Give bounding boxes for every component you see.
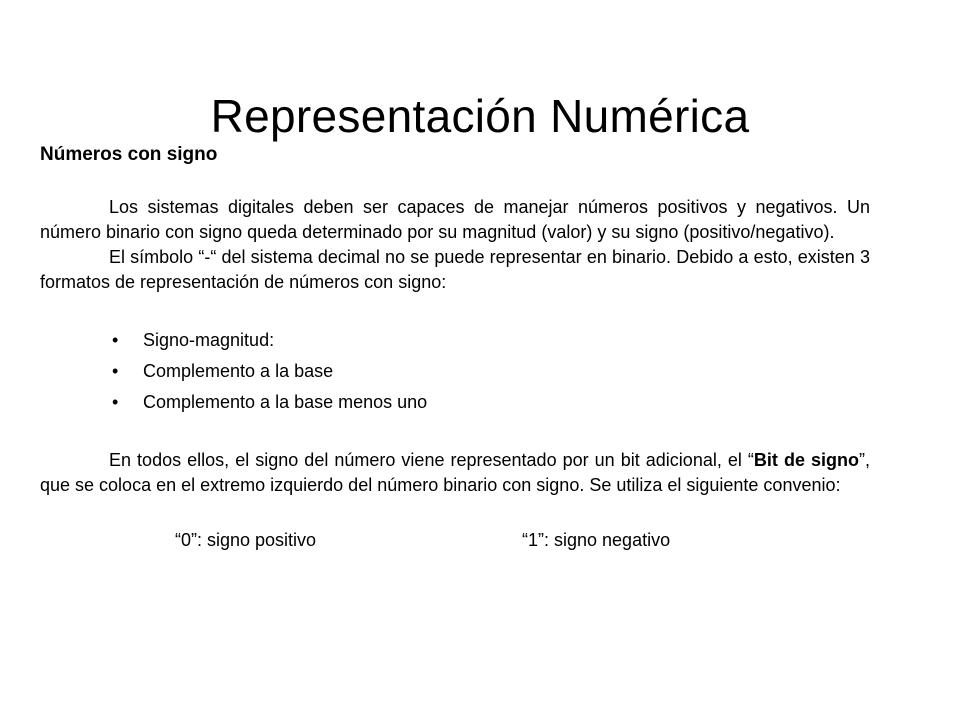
formats-list xyxy=(40,325,870,418)
symbol-paragraph: El símbolo “-“ del sistema decimal no se puede representar en binario. Debido a esto, existen 3 formatos de representación de números con signo: xyxy=(40,247,870,292)
list-item-label: Signo-magnitud: xyxy=(143,330,275,350)
list-item-label: Complemento a la base menos uno xyxy=(143,392,428,412)
bullet-icon: • xyxy=(112,330,119,350)
convention-row xyxy=(40,528,870,558)
sign-bit-text-before: En todos ellos, el signo del número viene representado por un bit adicional, el “ xyxy=(109,450,754,470)
negative-sign-convention: “1”: signo negativo xyxy=(522,530,671,550)
document-body xyxy=(40,142,870,558)
intro-paragraph: Los sistemas digitales deben ser capaces de manejar números positivos y negativos. Un número binario con signo queda determinado por su magnitud (valor) y su signo (positivo/negativo). xyxy=(40,197,870,242)
bullet-icon: • xyxy=(112,392,119,412)
sign-bit-term: Bit de signo xyxy=(753,450,859,470)
list-item xyxy=(40,387,870,418)
bullet-icon: • xyxy=(112,361,119,381)
list-item xyxy=(40,325,870,356)
sign-bit-paragraph xyxy=(40,448,870,498)
sign-bit-text-after: ”, que se coloca en el extremo izquierdo del número binario con signo. Se utiliza el siguiente convenio: xyxy=(40,450,870,495)
list-item-label: Complemento a la base xyxy=(143,361,334,381)
positive-sign-convention: “0”: signo positivo xyxy=(175,530,317,550)
section-heading: Números con signo xyxy=(40,144,218,165)
list-item xyxy=(40,356,870,387)
slide-title: Representación Numérica xyxy=(210,89,750,142)
